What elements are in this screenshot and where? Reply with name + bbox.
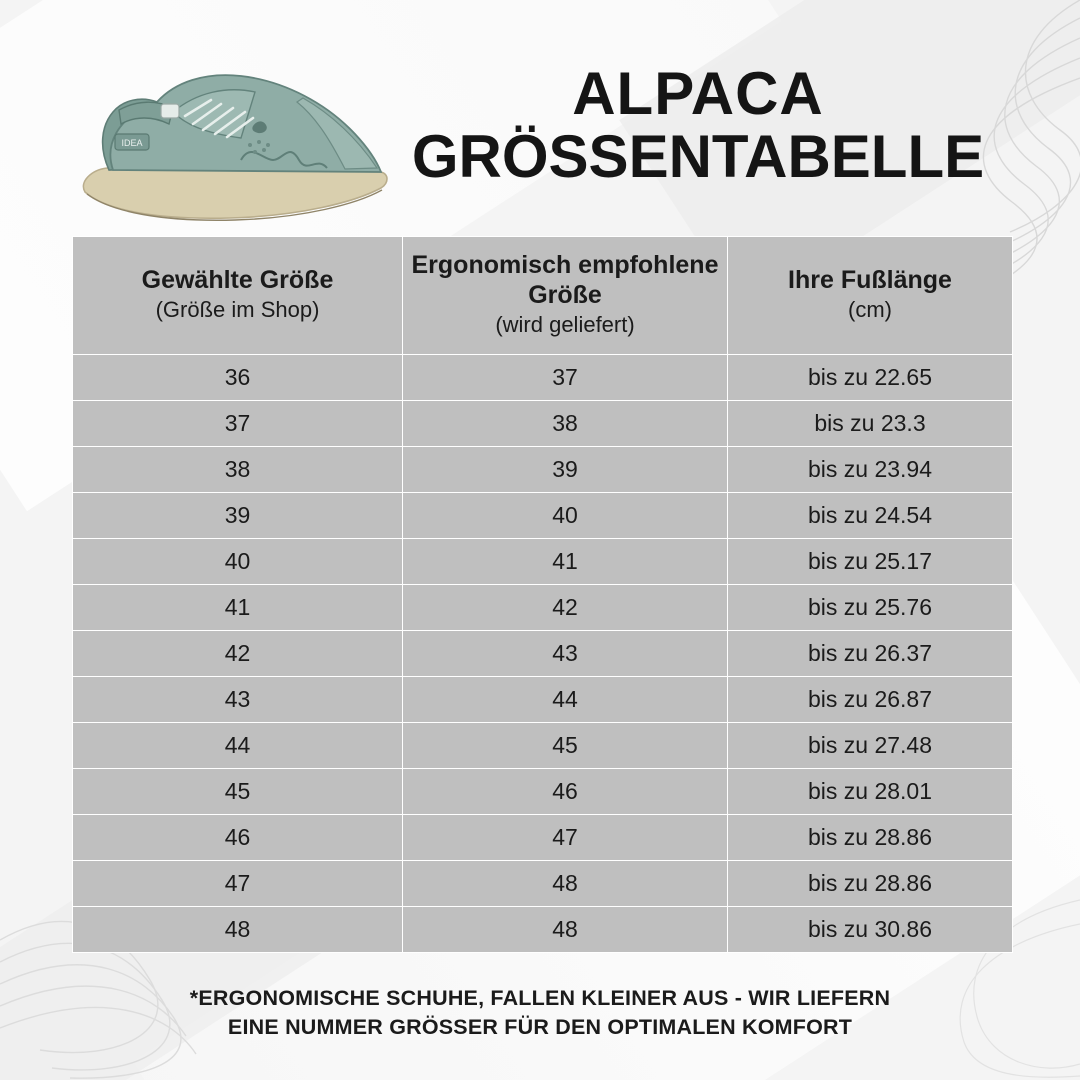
table-body — [73, 355, 1013, 953]
title-line-two: GRÖSSENTABELLE — [411, 123, 985, 190]
alpaca-sneaker-image — [45, 42, 405, 232]
table-row — [73, 907, 1013, 953]
table-row — [73, 631, 1013, 677]
table-row — [73, 861, 1013, 907]
table-row — [73, 585, 1013, 631]
table-header-row — [73, 237, 1013, 355]
cell-foot-length: bis zu 26.37 — [728, 631, 1013, 677]
cell-recommended-size: 48 — [403, 907, 728, 953]
table-row — [73, 539, 1013, 585]
column-header-chosen-size — [73, 237, 403, 355]
cell-foot-length: bis zu 22.65 — [728, 355, 1013, 401]
size-chart-table — [72, 236, 1013, 953]
table-row — [73, 769, 1013, 815]
cell-chosen-size: 39 — [73, 493, 403, 539]
column-header-subtitle: (wird geliefert) — [495, 312, 635, 337]
cell-foot-length: bis zu 28.01 — [728, 769, 1013, 815]
cell-chosen-size: 46 — [73, 815, 403, 861]
cell-foot-length: bis zu 23.3 — [728, 401, 1013, 447]
cell-recommended-size: 46 — [403, 769, 728, 815]
cell-foot-length: bis zu 25.76 — [728, 585, 1013, 631]
cell-recommended-size: 40 — [403, 493, 728, 539]
cell-chosen-size: 36 — [73, 355, 403, 401]
cell-chosen-size: 43 — [73, 677, 403, 723]
cell-foot-length: bis zu 23.94 — [728, 447, 1013, 493]
cell-recommended-size: 44 — [403, 677, 728, 723]
cell-recommended-size: 43 — [403, 631, 728, 677]
cell-foot-length: bis zu 24.54 — [728, 493, 1013, 539]
svg-text:IDEA: IDEA — [121, 138, 143, 148]
cell-recommended-size: 48 — [403, 861, 728, 907]
cell-chosen-size: 40 — [73, 539, 403, 585]
cell-recommended-size: 42 — [403, 585, 728, 631]
table-row — [73, 355, 1013, 401]
column-header-title: Ergonomisch empfohlene Größe — [411, 251, 719, 309]
cell-recommended-size: 45 — [403, 723, 728, 769]
cell-chosen-size: 41 — [73, 585, 403, 631]
page-title — [378, 62, 1018, 188]
cell-recommended-size: 39 — [403, 447, 728, 493]
column-header-recommended-size — [403, 237, 728, 355]
cell-foot-length: bis zu 25.17 — [728, 539, 1013, 585]
table-row — [73, 815, 1013, 861]
cell-recommended-size: 47 — [403, 815, 728, 861]
cell-chosen-size: 44 — [73, 723, 403, 769]
table-row — [73, 493, 1013, 539]
cell-foot-length: bis zu 27.48 — [728, 723, 1013, 769]
cell-foot-length: bis zu 28.86 — [728, 815, 1013, 861]
cell-chosen-size: 42 — [73, 631, 403, 677]
table-header — [73, 237, 1013, 355]
table-row — [73, 723, 1013, 769]
page-header — [0, 0, 1080, 232]
footnote — [0, 984, 1080, 1042]
cell-foot-length: bis zu 26.87 — [728, 677, 1013, 723]
column-header-title: Gewählte Größe — [141, 265, 334, 294]
column-header-foot-length — [728, 237, 1013, 355]
cell-foot-length: bis zu 30.86 — [728, 907, 1013, 953]
footnote-line-one: *ERGONOMISCHE SCHUHE, FALLEN KLEINER AUS - WIR LIEFERN — [189, 986, 891, 1010]
cell-chosen-size: 38 — [73, 447, 403, 493]
cell-foot-length: bis zu 28.86 — [728, 861, 1013, 907]
cell-chosen-size: 48 — [73, 907, 403, 953]
column-header-title: Ihre Fußlänge — [788, 265, 952, 294]
cell-recommended-size: 41 — [403, 539, 728, 585]
cell-chosen-size: 37 — [73, 401, 403, 447]
cell-chosen-size: 47 — [73, 861, 403, 907]
table-row — [73, 447, 1013, 493]
cell-recommended-size: 37 — [403, 355, 728, 401]
footnote-line-two: EINE NUMMER GRÖSSER FÜR DEN OPTIMALEN KOMFORT — [227, 1015, 853, 1040]
table-row — [73, 677, 1013, 723]
column-header-subtitle: (cm) — [848, 297, 892, 323]
column-header-subtitle: (Größe im Shop) — [155, 297, 320, 323]
cell-recommended-size: 38 — [403, 401, 728, 447]
cell-chosen-size: 45 — [73, 769, 403, 815]
table-row — [73, 401, 1013, 447]
title-line-one: ALPACA — [572, 60, 824, 127]
